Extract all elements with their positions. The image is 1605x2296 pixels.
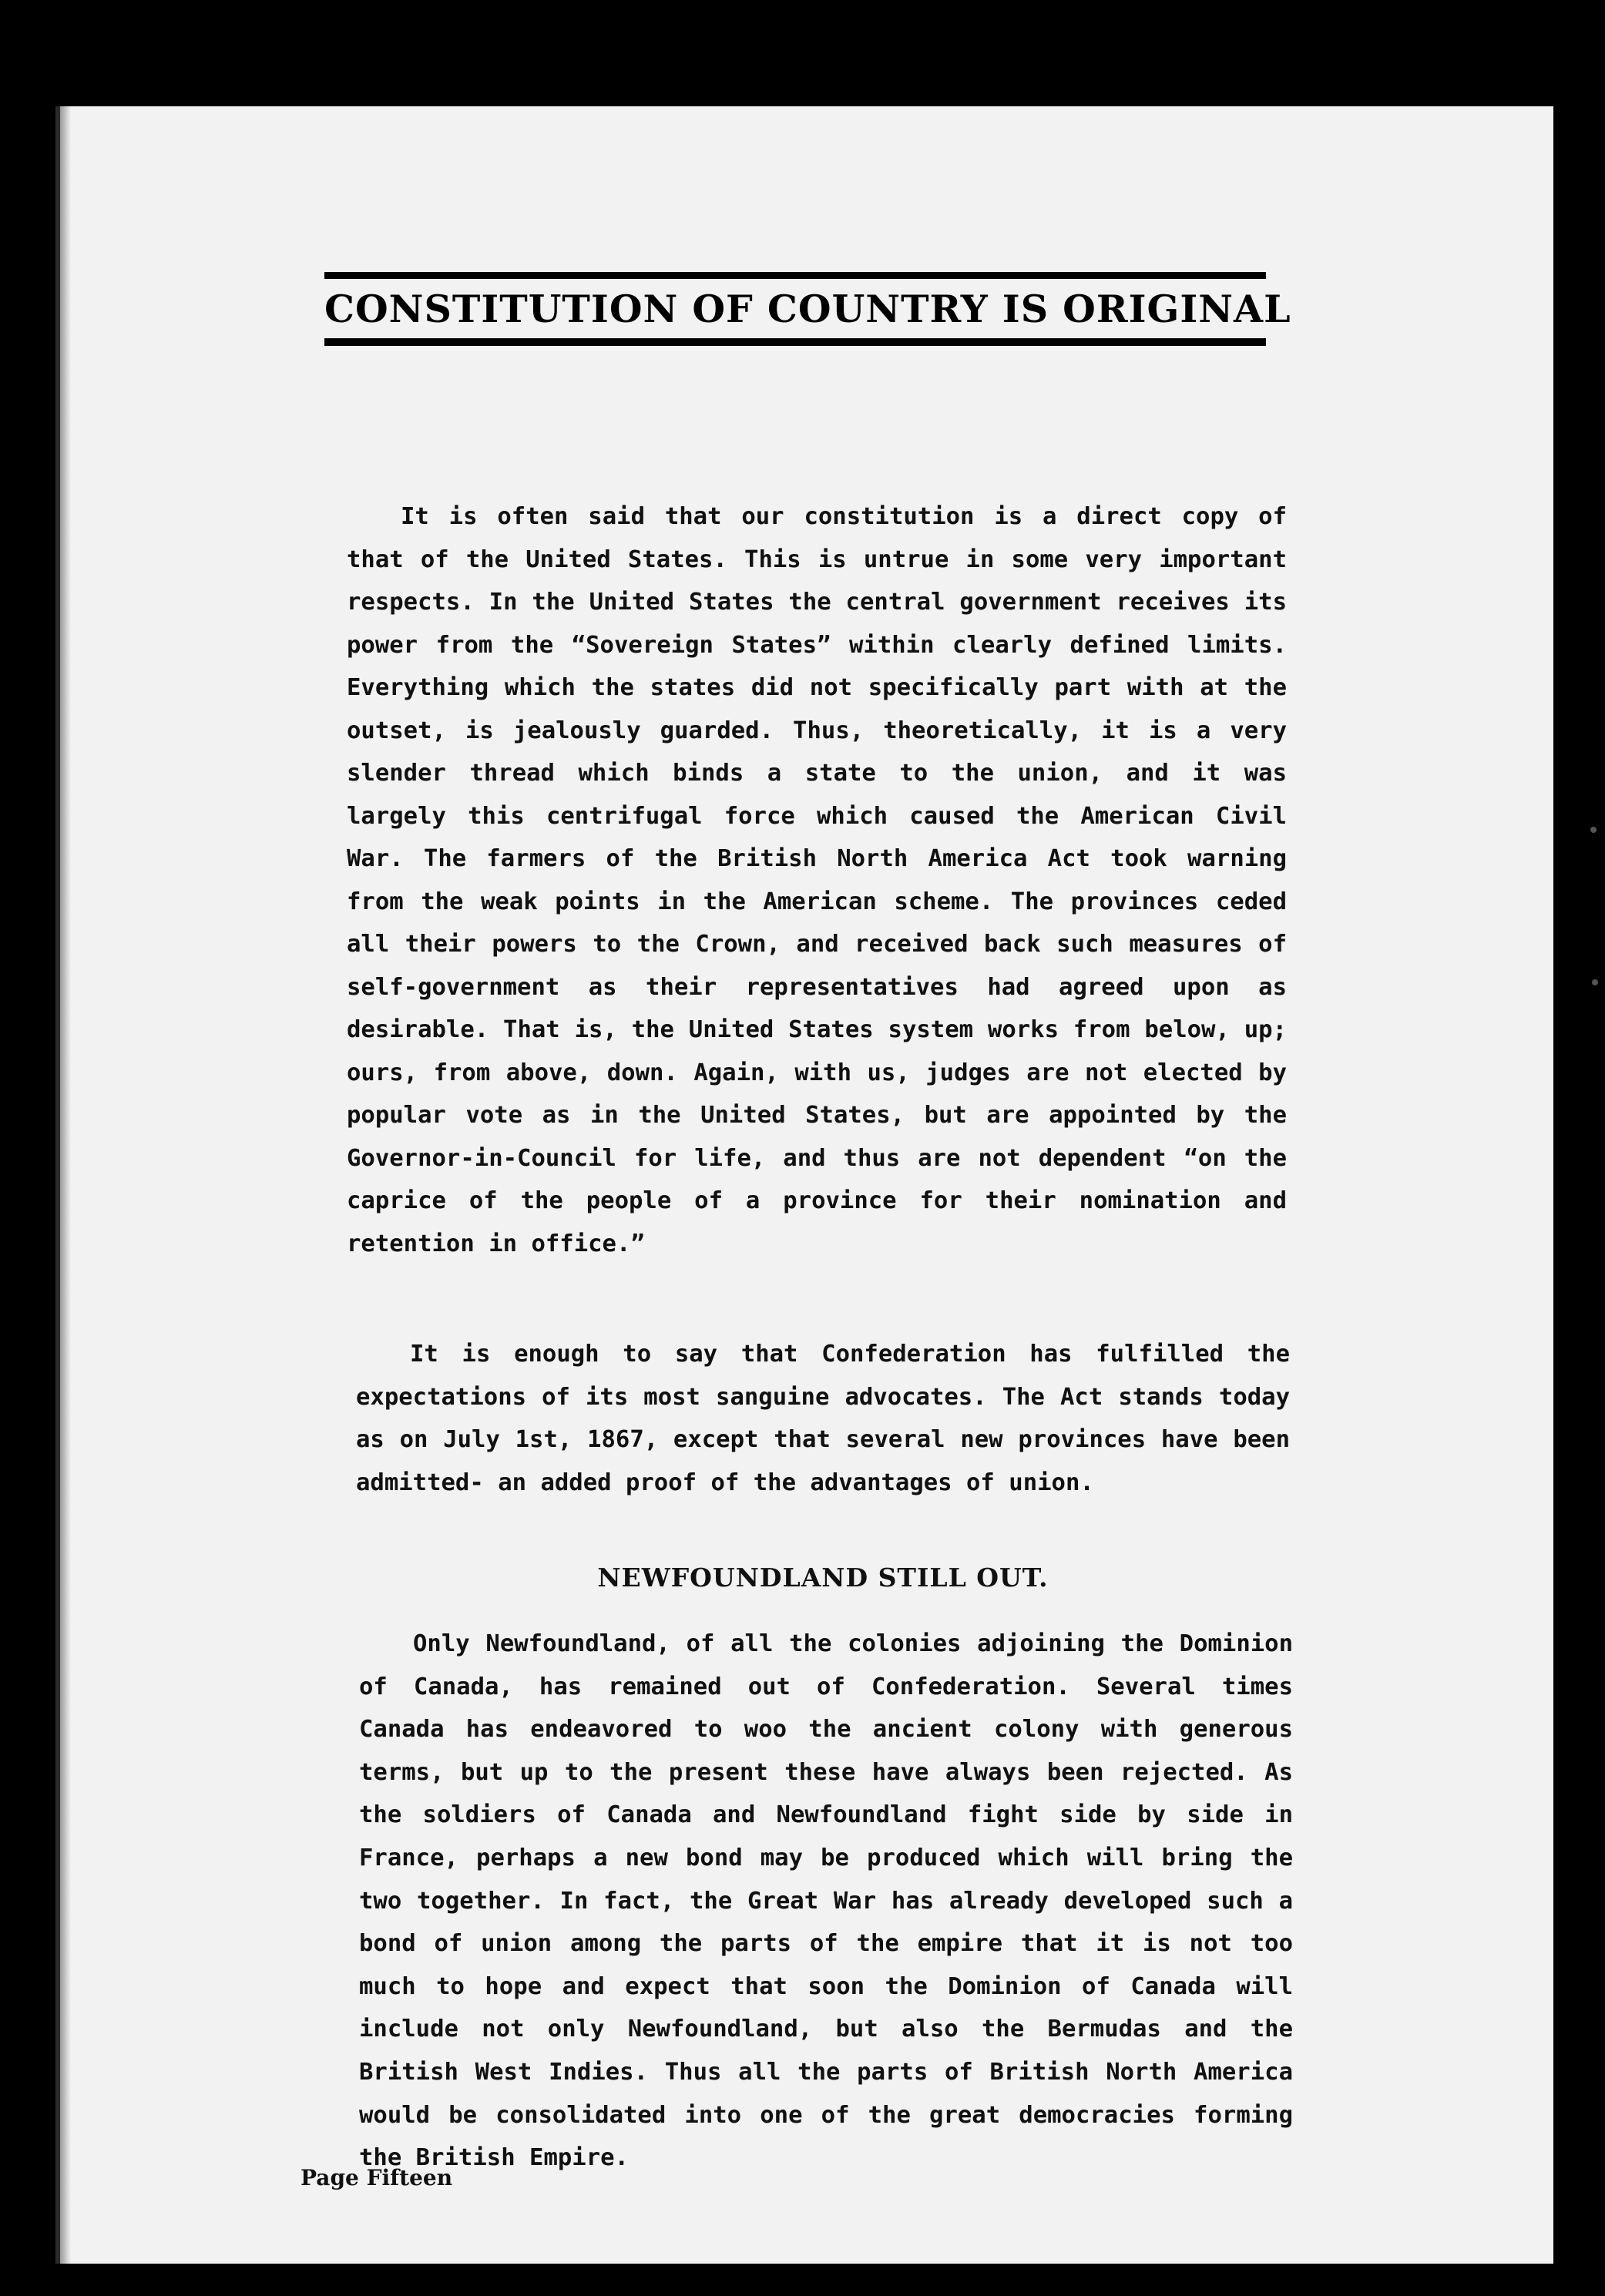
article-body-first: [347, 495, 1287, 1265]
page-speck: [1590, 827, 1597, 833]
title-rule-top: [324, 272, 1266, 279]
section-heading: NEWFOUNDLAND STILL OUT.: [597, 1563, 1049, 1593]
article-body-second: [356, 1333, 1290, 1504]
article-title: CONSTITUTION OF COUNTRY IS ORIGINAL: [324, 287, 1291, 331]
paragraph: Only Newfoundland, of all the colonies adjoining the Dominion of Canada, has remained out of Confederation. Several times Canada has endeavored to woo the ancient colony with generous terms, but up to the present these have always been rejected. As the soldiers of Canada and Newfoundland fight side by side in France, perhaps a new bond may be produced which will bring the two together. In fact, the Great War has already developed such a bond of union among the parts of the empire that it is not too much to hope and expect that soon the Dominion of Canada will include not only Newfoundland, but also the Bermudas and the British West Indies. Thus all the parts of British North America would be consolidated into one of the great democracies forming the British Empire.: [359, 1630, 1293, 2172]
paragraph: It is enough to say that Confederation has fulfilled the expectations of its most sanguine advocates. The Act stands today as on July 1st, 1867, except that several new provinces have been admitted- an added proof of the advantages of union.: [356, 1341, 1290, 1496]
paragraph: It is often said that our constitution is a direct copy of that of the United States. This is untrue in some very important respects. In the United States the central government receives its power from the “Sovereign States” within clearly defined limits. Everything which the states did not specifically part with at the outset, is jealously guarded. Thus, theoretically, it is a very slender thread which binds a state to the union, and it was largely this centrifugal force which caused the American Civil War. The farmers of the British North America Act took warning from the weak points in the American scheme. The provinces ceded all their powers to the Crown, and received back such measures of self-government as their representatives had agreed upon as desirable. That is, the United States system works from below, up; ours, from above, down. Again, with us, judges are not elected by popular vote as in the United States, but are appointed by the Governor-in-Council for life, and thus are not dependent “on the caprice of the people of a province for their nomination and retention in office.”: [347, 503, 1287, 1257]
document-page: [55, 106, 1553, 2264]
page-number: Page Fifteen: [301, 2165, 453, 2190]
title-rule-bottom: [324, 338, 1266, 346]
section-body: [359, 1623, 1293, 2180]
page-speck: [1592, 979, 1598, 985]
page-content: [60, 106, 1553, 2264]
